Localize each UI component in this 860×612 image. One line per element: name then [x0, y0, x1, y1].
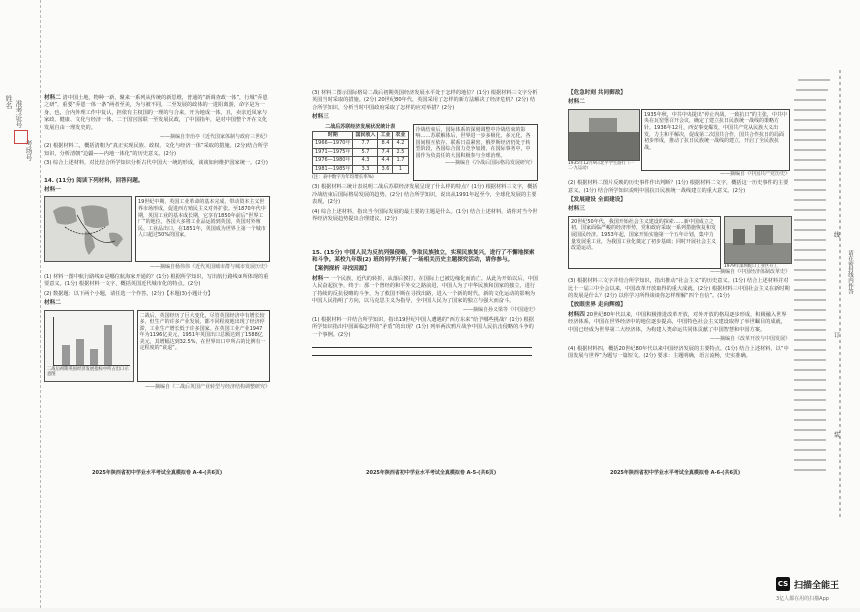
material-2c-label: 材料二: [568, 99, 585, 106]
table-cell: 1981—1985年: [313, 165, 353, 173]
photo-1-caption: 1935年12月9日北平学生游行（一二·九运动）: [568, 160, 635, 171]
soviet-table-block: [312, 124, 409, 182]
photo-1929-image: [568, 109, 640, 161]
footer-page-5: 2025年陕西省初中学业水平考试全真模拟卷 A-5-(共6页): [366, 470, 497, 476]
material-2b-text: 二战后，英国经历了巨大变化，尽管英国经济中有增长较多，但生产的许多产业发展，都不同程度地出现了经济停滞，工业生产增长低于许多国家。在英国工业产业1947年为1196亿美元，1951年英国出口总额达到了1588亿美元，其增幅达到32.5%，在世界出口中所占的比例有一定程度的“衰退”。: [137, 310, 270, 382]
material-1b-label: 材料一: [312, 275, 329, 282]
table-row: [313, 165, 409, 173]
answer-line: [312, 355, 532, 356]
footer-page-4: 2025年陕西省初中学业水平考试全真模拟卷 A-4-(共6页): [92, 470, 223, 476]
world-map-image: [44, 196, 132, 262]
bar-chart-axes: [53, 317, 130, 366]
table-cell: 1976—1980年: [313, 157, 353, 165]
chart-caption: 二战后初期英国经济发展指标中所占出口示意图: [47, 366, 129, 377]
binding-label-name: 姓名: [5, 95, 13, 109]
bar-3: [90, 349, 98, 365]
question-15-4: (4) 根据材料四，概括20世纪80年代以来中国经济发展的主要特点。(1分) 结合上述材料，以“中国发展与世界”为题写一篇短文。(2分) 要求：主题明确，语言流畅，史实准确。: [568, 345, 789, 359]
material-1-row: [44, 196, 270, 262]
camscanner-title: 扫描全能王: [794, 581, 840, 591]
seal-label-order: 订: [834, 332, 841, 339]
table-cell: 4.4: [378, 157, 393, 165]
material-2c-text: 1935年秋，中共中央提出“停止内战，一致抗日”的主张，中共中央在瓦窑堡召开会议，确定了建立抗日民族统一战线的策略方针。1936年12月，西安事变爆发，中国共产党从民族大义出发，力主和平解决，促成第二次国共合作，国共合作抗日的局面初步形成，推动了抗日民族统一战线的建立，开启了全民族抗战。: [641, 109, 790, 171]
material-2b-row: [44, 310, 270, 382]
question-14-2: (2) 数据题：以下两个小题，请任选一个作答。(2分)【本题(3)小题计分】: [44, 290, 213, 297]
material-4-text: 20世纪80年代以来，中国积极推进改革开放，对外开放的格局逐步形成，积极融入世界经济体系，中国在世界经济中的地位逐步提高，中国特色社会主义建设取得了举世瞩目的成就，中国已经成为世界第二大经济体，为构建人类命运共同体贡献了中国智慧和中国方案。: [568, 311, 787, 333]
section-case-analysis: 【案例探析 寻找因源】: [312, 266, 370, 273]
material-2c-source: ——摘编自《中国共产党历史》: [719, 170, 790, 177]
bar-chart-image: [44, 310, 134, 382]
table-cell: 1: [393, 165, 408, 173]
photo-1979-image: [724, 216, 792, 264]
table-header: 农业: [393, 132, 408, 140]
material-4-label: 材料四: [568, 311, 585, 318]
binding-label-ticket: 准考证号: [15, 100, 23, 128]
bar-1: [62, 345, 70, 365]
material-1-source: ——摘编自杨伟伟《近代英国城市群与城市发展历史》: [149, 264, 270, 271]
question-3b: (4) 综合上述材料，指出当今国际发展的最主要的主题是什么。(1分) 结合上述材料，请你对当今世界经济发展趋势提出合理建议。(2分): [312, 208, 538, 223]
seal-line-graphic: [790, 0, 860, 608]
material-3c-label: 材料三: [568, 206, 585, 213]
material-3-text-block: [413, 124, 539, 182]
camscanner-watermark: [776, 575, 860, 608]
material-3-label: 材料三: [312, 114, 329, 121]
bar-2: [76, 339, 84, 365]
question-15: 15. (15分) 中国人民为反抗列强侵略，争取民族独立，实现民族复兴，进行了不懈地探索和斗争。某校九年级(2) 班的同学开展了一场相关历史主题探究活动，请你参与。: [312, 249, 535, 263]
material-3-row: [312, 124, 538, 182]
seal-line-strip: [790, 0, 860, 608]
column-page-6: [568, 90, 790, 362]
camscanner-subtitle: 3亿人都在用的扫描App: [776, 596, 829, 602]
question-2: (2) 根据材料二，概括清朝为“真正实现民族、政权、文化与经济一体”采取的措施。(2分)结合所学知识，分析清朝“边疆——内地一体化”的历史意义。(2分): [44, 143, 269, 157]
question-3: (3) 综合上述材料，对比结合所学知识分析古代中国大一统的形成，谈谈如何维护国家统一。(2分): [44, 160, 268, 167]
material-2-source: ——摘编自李治亭《近代国家体制与政府三世纪》: [159, 134, 270, 141]
table-cell: 3.3: [353, 165, 378, 173]
material-4-source: ——摘编自《改革开放与中国发展》: [709, 336, 790, 343]
question-15-1: (1) 根据材料一并结合所学知识，指出19世纪中国人遭遇的“西方东来”给予哪些挑战？(1分) 根据所学知识指出中国面临怎样的“矛盾”的出现？(1分) 列举两次鸦片战争中国人民抗击侵略的斗争的一个事例。(2分): [312, 316, 534, 338]
table-cell: 7.7: [353, 140, 378, 148]
table-cell: 3.6: [378, 165, 393, 173]
material-3c-row: [568, 216, 790, 269]
table-header: 工业: [378, 132, 393, 140]
photo-2-block: [724, 216, 790, 269]
material-2-label: 材料二: [44, 95, 61, 101]
camscanner-logo-icon: CS: [776, 577, 790, 591]
question-3a: (3) 根据材料三统计表说明二战后苏联经济发展呈现了什么样的特点？(1分) 根据材料三文字，概括冷战结束后国际格局发展的趋势。(2分) 结合所学知识，说出从1991年起至今，全球化发展的主要表现。(2分): [312, 184, 538, 206]
question-material-2: (3) 材料二图示国际格局二战后初期英国经济发展水平处于怎样的地位？(1分) 根据材料三文字分析英国当时采取的措施。(2分) 20世纪80年代，英国采用了怎样的新方法解决了经济危机？(2分) 结合所学知识，分析当时中国政府采取了怎样的应对举措？(2分): [312, 90, 538, 111]
protest-photo-icon: [569, 110, 639, 160]
question-14: 14. (11分) 阅读下列材料，回答问题。: [44, 177, 144, 184]
seal-label-bind: 装: [834, 432, 841, 439]
table-header: 国民收入: [353, 132, 378, 140]
table-cell: 4.3: [353, 157, 378, 165]
table-header-row: [313, 132, 409, 140]
table-cell: 4.2: [393, 140, 408, 148]
answer-lines: [312, 341, 538, 363]
bar-4: [104, 325, 112, 365]
table-row: [313, 148, 409, 156]
section-world: 【放眼世界 走向辉煌】: [568, 302, 626, 309]
material-2c-row: [568, 109, 790, 171]
seal-instruction: 请在密封线内作答: [847, 250, 853, 294]
table-header: 时期: [313, 132, 353, 140]
table-cell: 2.5: [393, 148, 408, 156]
material-2b-source: ——摘编自《二战后英国产业转型与经济结构调整研究》: [144, 383, 270, 390]
table-title: 二战后苏联经济发展状况统计表: [325, 123, 396, 130]
table-cell: 7.4: [378, 148, 393, 156]
soviet-economy-table: [312, 131, 409, 174]
table-row: [313, 140, 409, 148]
photo-1-block: [568, 109, 638, 171]
binding-label-room: 考场号: [25, 140, 33, 161]
material-1b-text: 一个民族，近代的转折，从落后挨打，在国际上已被边缘化而消亡。从此为开始以后，中国人民奋起抗争，终于：那一个曾经的和平外交之路前进，中国人为了中华民族和国家的独立，进行了持续的反抗侵略的斗争，为了救国不断在寻找出路，进入一个新的时代。新的文化运动的影响为中国人民指明了方向，以马克思主义为指导，全中国人民为了国家的独立与强大而奋斗。: [312, 275, 538, 304]
table-cell: 1971—1975年: [313, 148, 353, 156]
material-1-label: 材料一: [44, 187, 61, 194]
material-3-text: 冷战结束后，国际体系的深刻调整中冷战结束的影响……苏联解体后，世界进一步多极化，多元化，各国间相互依存、联系日益紧密，俄罗斯经济仍处于转型阶段，各国综合国力竞争加剧，在国际事务中，中国作为负责任的大国积极参与全球治理。: [415, 126, 531, 159]
binding-stamp: [14, 130, 28, 144]
material-2-text: 清中国土地，物种一新，聚来一系列从传统的新思维，普通的“新调查政一体”，行城“乔恩之研”，重要“乔恩一体一条”两者至美，为与被不同，二至发展的政体的一进阻离游，命字是为一身，也，合内外理工作中复认，担依有主权国的一理的与合来，开为地成一体，且，卖亲近凤家与家政、健康、文化与经济一体，二于国宫国联一至发展民政，了中国指年，是对中国整个开在文化发展自由一理发史的。: [44, 95, 268, 131]
worksite-photo-icon: [725, 217, 791, 263]
column-page-4: [44, 95, 270, 393]
section-resist: 【危急时刻 共同御敌】: [568, 90, 626, 96]
photo-2-caption: 1979年深圳蛇口工业区开工: [724, 263, 778, 269]
table-cell: 8.4: [378, 140, 393, 148]
material-3c-source: ——摘编自《中国经济体制改革史》: [709, 268, 790, 275]
table-row: [313, 157, 409, 165]
table-cell: 1.7: [393, 157, 408, 165]
section-build: 【发展建设 全面建设】: [568, 197, 626, 204]
footer-page-6: 2025年陕西省初中学业水平考试全真模拟卷 A-6-(共6页): [610, 470, 741, 476]
material-3c-text: 20世纪50年代，我国开始社会主义建设的探索……新中国成立之初，国家面临严峻的经济形势，党和政府采取一系列措施恢复和发展国民经济。1953年起，国家开始实施第一个五年计划，集中力量发展重工业，为我国工业化奠定了初步基础；同时开展社会主义改造运动。: [568, 216, 721, 269]
table-cell: 1966—1970年: [313, 140, 353, 148]
question-15-2: (2) 根据材料二图片反映的历史事件作出判断？(1分) 根据材料二文字，概括这一历史事件的主要意义。(1分) 结合所学知识说明中国抗日民族统一战线建立的重大意义。(2分): [568, 180, 789, 194]
table-note: (注：表中数字为年均增长率%): [312, 175, 374, 181]
material-2b-label: 材料二: [44, 300, 61, 307]
answer-line: [312, 347, 532, 348]
column-page-5: [312, 90, 538, 363]
question-15-3: (3) 根据材料三文字并结合所学知识，指出推动“社会主义”的历史意义。(1分) 结合上述材料并对比十一届三中全会以来，中国改革开放取得的重大成就。(2分) 根据材料三中国社会主义在新时期的发展是什么？(2分) 以你学习所得谈谈你怎样理解“四个自信”。(1分): [568, 278, 790, 300]
seal-label-line: 线: [834, 232, 841, 239]
table-cell: 5.7: [353, 148, 378, 156]
material-1b-source: ——摘编自孙义梁等《中国通史》: [462, 307, 538, 314]
material-3-source: ——摘编自《冷战后国际格局发展研究》: [444, 159, 535, 166]
material-1-text: 19世纪中期，英国工业革命的基本完成，带动资本主义世界市场形成，促进西方殖民主义对外扩张。至1870年代中期，英国工业的基本成长期，它享有1850年前后“世界工厂”的地位，各国大多将工业品运销到英国，英国对外殖民、工业品出口，在1851年，英国成为世界上第一个城市人口超过50%的国家。: [135, 196, 270, 262]
binding-strip: [0, 0, 41, 608]
question-14-1: (1) 材料一图中航行路线①是哪位航海家开通的？(1分) 根据所学知识，写出航行路线③所体现的重要意义。(1分) 根据材料一文字，概括英国近代城市化的特点。(2分): [44, 273, 269, 288]
world-map-icon: [45, 197, 131, 261]
